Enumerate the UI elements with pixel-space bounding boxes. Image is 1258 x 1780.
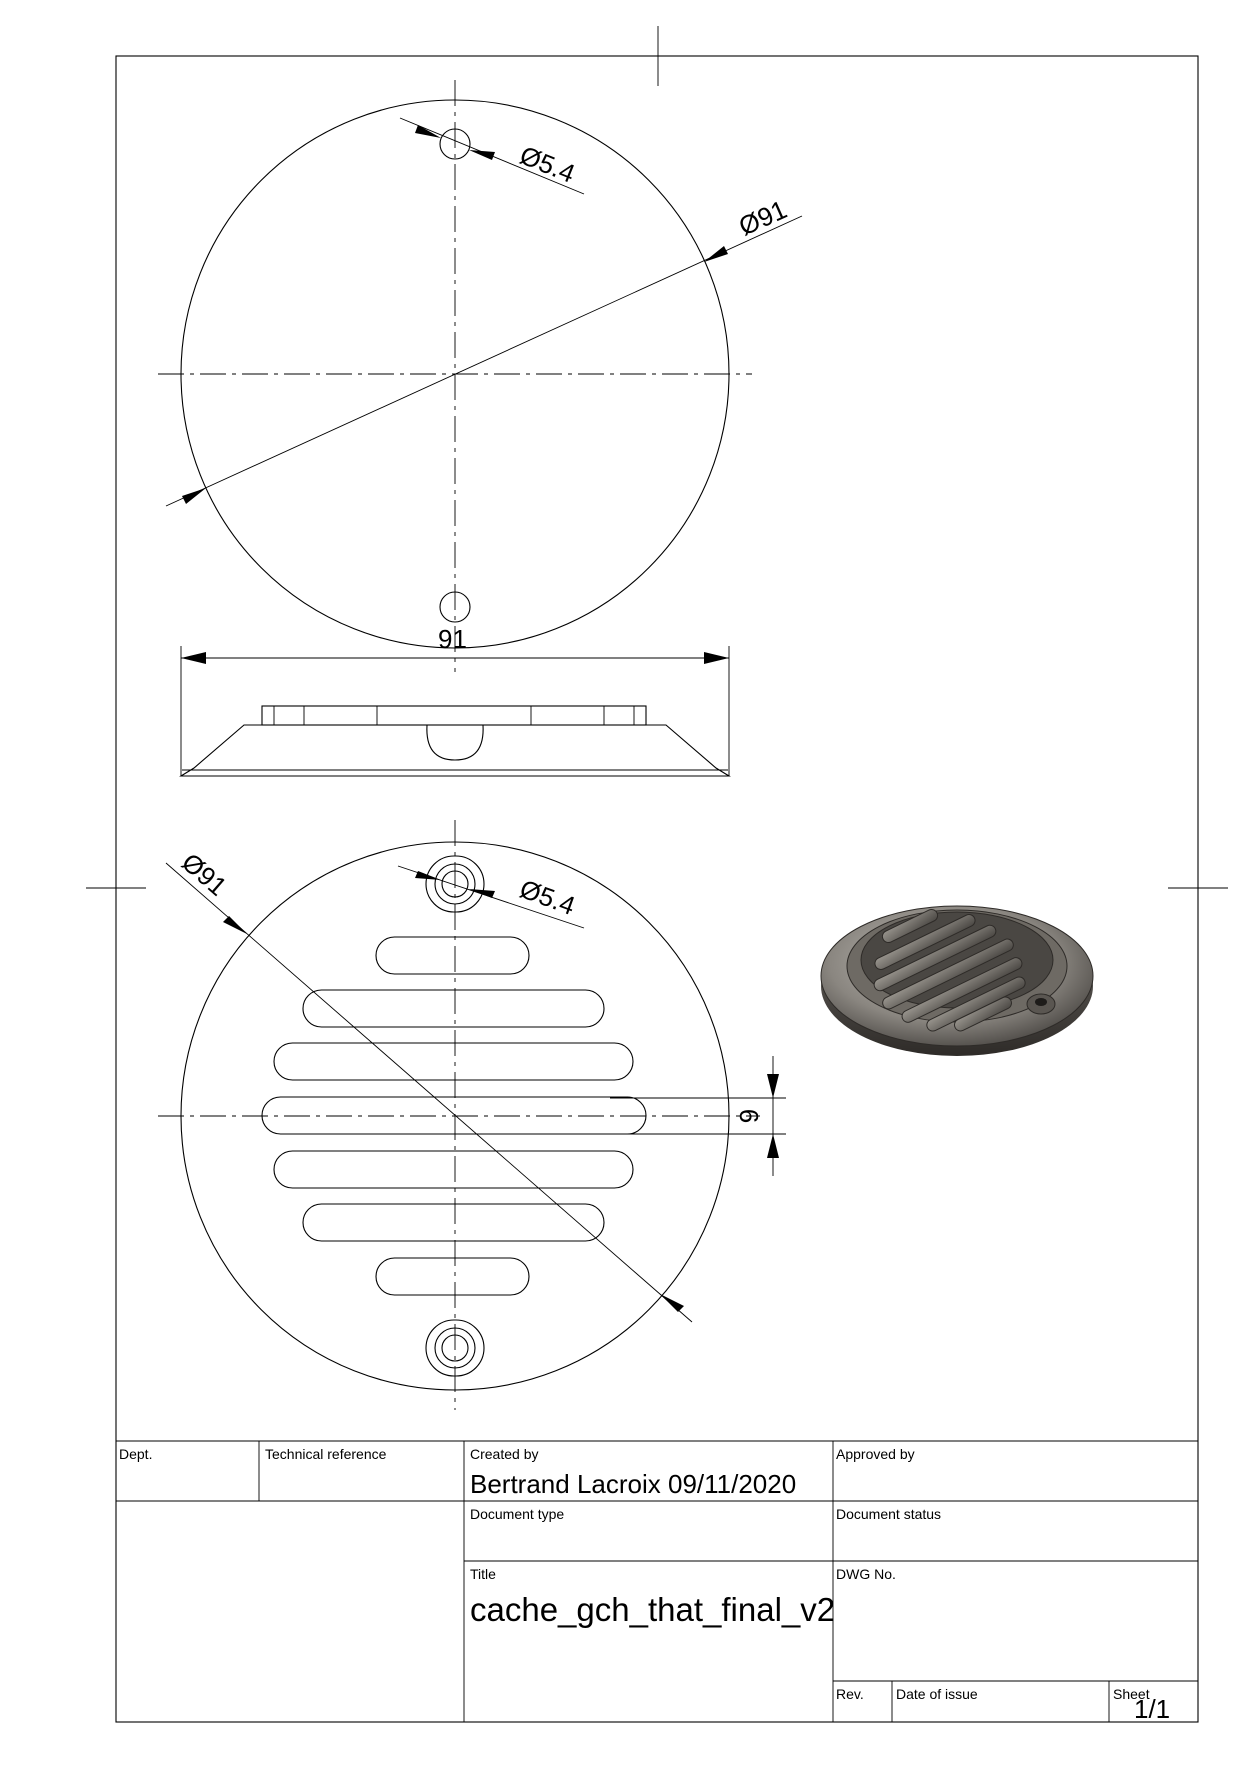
slot-width-label: 6 — [734, 1108, 764, 1124]
document-type-label: Document type — [470, 1506, 565, 1522]
dwg-no-label: DWG No. — [836, 1566, 896, 1582]
sheet-label: Sheet — [1113, 1686, 1150, 1702]
dimension-arrow — [182, 488, 206, 504]
bottom-hole-diameter-label: Ø5.4 — [515, 873, 580, 921]
bottom-outer-diameter-label: Ø91 — [176, 846, 233, 902]
bottom-view-diameter-dimension — [166, 847, 692, 1322]
top-outer-diameter-label: Ø91 — [734, 194, 792, 242]
side-view-hole-profile — [427, 725, 483, 760]
vent-slot — [262, 1097, 646, 1134]
dimension-arrow — [223, 916, 247, 934]
title-label: Title — [470, 1566, 496, 1582]
vent-slot — [376, 1258, 529, 1295]
bottom-view-hole-dimension — [398, 866, 584, 928]
rev-label: Rev. — [836, 1686, 864, 1702]
dimension-arrow — [767, 1074, 779, 1098]
vent-slot — [303, 1204, 604, 1241]
vent-cover-3d-render-icon — [821, 906, 1093, 1056]
top-hole-diameter-label: Ø5.4 — [515, 139, 580, 189]
date-of-issue-label: Date of issue — [896, 1686, 978, 1702]
bottom-view — [158, 820, 786, 1410]
top-view-hole-dimension — [400, 118, 584, 194]
sheet-value: 1/1 — [1134, 1694, 1171, 1724]
created-by-label: Created by — [470, 1446, 539, 1462]
drawing-frame — [86, 26, 1228, 1722]
title-block — [116, 1441, 1198, 1724]
vent-slot — [274, 1151, 633, 1188]
side-view — [181, 624, 729, 776]
dimension-arrow — [415, 125, 441, 138]
created-by-value: Bertrand Lacroix 09/11/2020 — [470, 1469, 797, 1499]
dimension-arrow — [767, 1134, 779, 1158]
dimension-arrow — [704, 652, 729, 664]
dept-label: Dept. — [119, 1446, 153, 1462]
dimension-leader — [166, 863, 692, 1322]
document-status-label: Document status — [836, 1506, 942, 1522]
approved-by-label: Approved by — [836, 1446, 915, 1462]
technical-reference-label: Technical reference — [265, 1446, 387, 1462]
top-view — [158, 80, 802, 672]
side-view-body — [181, 725, 729, 776]
dimension-leader — [166, 216, 802, 506]
vent-slot — [274, 1043, 633, 1080]
dimension-arrow — [704, 246, 728, 262]
dimension-arrow — [469, 150, 495, 160]
top-view-diameter-dimension — [166, 194, 802, 506]
dimension-arrow — [660, 1294, 684, 1312]
dimension-arrow — [181, 652, 206, 664]
side-width-label: 91 — [438, 624, 467, 654]
vent-slot — [376, 937, 529, 974]
title-value: cache_gch_that_final_v2 — [470, 1591, 836, 1628]
side-view-top-rim — [262, 706, 646, 725]
